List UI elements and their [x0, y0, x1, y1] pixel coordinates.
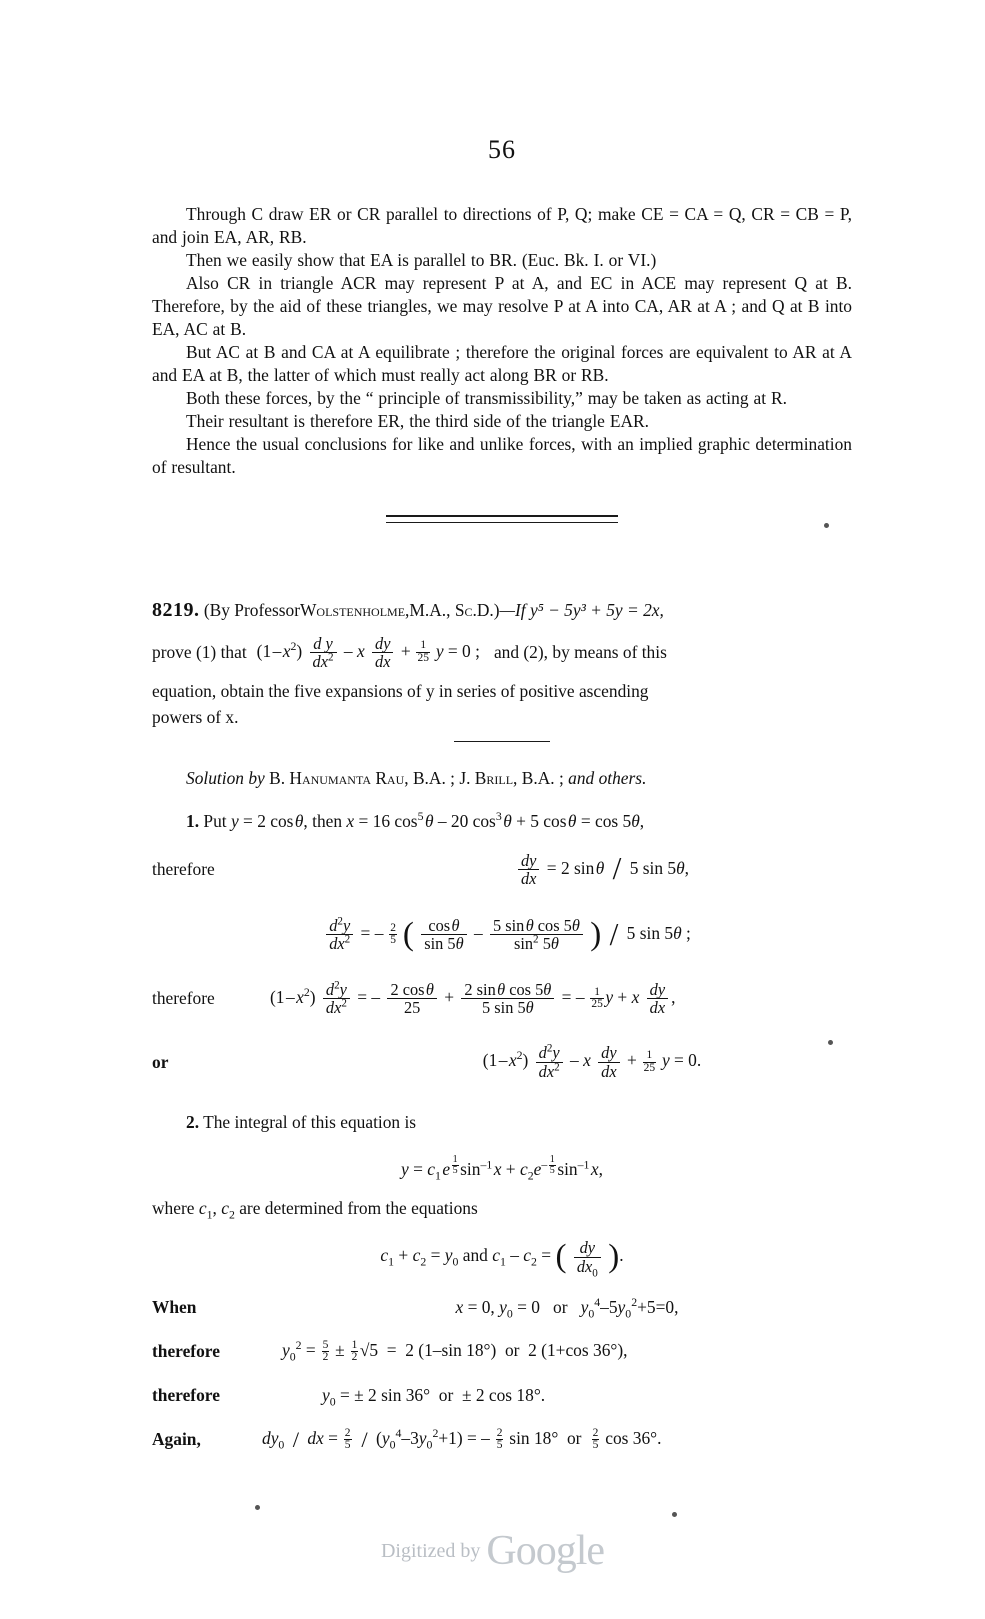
when-label: When	[152, 1297, 197, 1318]
solution-by-label: Solution by	[186, 767, 265, 788]
solution-step-2	[152, 1112, 852, 1133]
problem-statement-line-4: powers of x.	[152, 707, 239, 728]
problem-number: 8219.	[152, 598, 200, 621]
paragraph: Also CR in triangle ACR may represent P at A, and EC in ACE may represent Q at B. Therefore, by the aid of these triangles, we may resolve P at A into CA, AR at A ; and Q at B into EA, AC at B.	[152, 272, 852, 339]
problem-statement-line-3: equation, obtain the five expansions of y in series of positive ascending	[152, 681, 649, 702]
equation-again: $dy_0$ / dx = $\frac{2}{5}$ / $(y_0^4-3y_0^2+1)$ = – $\frac{2}{5}$ sin 18° or $\frac{2}{5}$ cos 36°.	[262, 1426, 662, 1453]
problem-degrees: M.A., Sc.D.)	[409, 599, 500, 620]
problem-equation-intro: —If y⁵ − 5y³ + 5y = 2x,	[499, 599, 664, 620]
solution-attribution	[152, 768, 852, 789]
page-number: 56	[488, 135, 516, 164]
equation-therefore-2: (1 – $x^2$) $\frac{d^2y}{dx^2}$ = – $\frac{\text{2 cos θ}}{25}$ + $\frac{\text{2 sin θ cos 5θ}}{5 \sin 5\theta}$ = – $\frac{1}{25}$ y + x $\frac{dy}{dx}$ ,	[270, 979, 676, 1018]
equation-row-therefore-2	[152, 981, 852, 1017]
equation-therefore-4: $y_0$ = ± 2 sin 36° or ± 2 cos 18°.	[322, 1385, 546, 1409]
digitized-by-label: Digitized by	[380, 1540, 481, 1562]
therefore-label-1: therefore	[152, 858, 215, 879]
page-content	[152, 0, 852, 1455]
equation-integral: $y = c_1$ e $^{\frac{1}{5}}$ $\sin^{-1}$ $x + c_2e^{- \frac{1}{5}}$ $\sin^{-1}$ x,	[401, 1154, 603, 1183]
equation-when: x = 0, $y_0 = 0$ or $y_0^4-5y_0^2+5=0$,	[455, 1295, 679, 1321]
step-1-text: Put y = 2 cos θ, then x = 16 $\cos^5$ θ – 20 $\cos^3$ θ + 5 cos θ = cos 5θ,	[203, 808, 645, 831]
where-line: where $c_1$, $c_2$ are determined from the equations	[152, 1198, 478, 1222]
problem-statement-line-2	[152, 635, 852, 671]
step-1-label: 1.	[186, 810, 200, 831]
google-brand: Google	[486, 1528, 605, 1574]
equation-second-derivative: $\frac{d^2y}{dx^2}$ = – $\frac{2}{5}$ ( $\frac{\text{cos θ}}{\sin 5\theta}$ – $\frac{\text{5 sin θ cos 5θ}}{\sin^2 5\theta}$ ) / 5 sin 5θ ;	[152, 917, 852, 953]
body-text-block	[152, 203, 852, 479]
divider-rule-top	[386, 515, 618, 517]
therefore-label-2: therefore	[152, 988, 215, 1009]
step-2-label: 2.	[186, 1112, 200, 1133]
equation-therefore-3: $y_0^2$ = $\frac{5}{2}$ ± $\frac{1}{2}$ √5 = 2 (1–sin 18°) or 2 (1+cos 36°),	[282, 1338, 628, 1364]
equation-dydx: $\frac{dy}{dx}$ = 2 sin θ / 5 sin 5θ,	[262, 852, 852, 888]
footer-watermark	[0, 1527, 985, 1575]
solution-authors: B. Hanumanta Rau, B.A. ; J. Brill, B.A. ;	[269, 767, 564, 788]
equation-row-or	[152, 1044, 852, 1080]
equation-row-again	[152, 1425, 852, 1455]
section-divider	[386, 515, 618, 523]
equation-constants: $c_1 + c_2 = y_0$ and $c_1 - c_2$ = ( $\frac{dy}{dx_0}$ ).	[380, 1238, 624, 1279]
prove-prefix: prove (1) that	[152, 642, 247, 663]
or-label: or	[152, 1051, 169, 1072]
again-label: Again,	[152, 1429, 201, 1450]
paragraph: But AC at B and CA at A equilibrate ; therefore the original forces are equivalent to AR at A and EA at B, the latter of which must really act along BR or RB.	[152, 341, 852, 385]
attribution-prefix: (By Professor	[203, 599, 300, 620]
solution-step-1	[152, 808, 852, 832]
problem-author: Wolstenholme,	[299, 599, 410, 620]
equation-row-when	[152, 1293, 852, 1323]
scan-artifact-dot	[672, 1512, 677, 1517]
equation-row-dydx	[152, 852, 852, 888]
scan-artifact-dot	[255, 1505, 260, 1510]
problem-block	[152, 595, 852, 742]
solution-authors-tail: and others.	[568, 767, 647, 788]
problem-statement-tail: and (2), by means of this	[493, 642, 667, 663]
step-2-text: The integral of this equation is	[203, 1112, 417, 1133]
therefore-label-3: therefore	[152, 1341, 220, 1362]
scan-artifact-dot	[824, 523, 829, 528]
paragraph: Then we easily show that EA is parallel to BR. (Euc. Bk. I. or VI.)	[186, 249, 657, 270]
problem-divider	[454, 741, 550, 742]
divider-rule-bottom	[386, 522, 618, 523]
equation-row-therefore-3	[152, 1337, 852, 1367]
equation-row-therefore-4	[152, 1381, 852, 1411]
scan-artifact-dot	[828, 1040, 833, 1045]
paragraph: Hence the usual conclusions for like and unlike forces, with an implied graphic determination of resultant.	[152, 433, 852, 477]
paragraph: Their resultant is therefore ER, the third side of the triangle EAR.	[186, 410, 649, 431]
equation-or: (1 – $x^2$) $\frac{d^2y}{dx^2}$ – x $\frac{dy}{dx}$ + $\frac{1}{25}$ y = 0.	[482, 1043, 702, 1081]
problem-statement-line-1	[152, 595, 852, 625]
therefore-label-4: therefore	[152, 1385, 220, 1406]
paragraph: Through C draw ER or CR parallel to directions of P, Q; make CE = CA = Q, CR = CB = P, and join EA, AR, RB.	[152, 204, 852, 247]
problem-ode: (1 – $x^2$) $\frac{\text{d y}}{dx^2}$ – x $\frac{dy}{dx}$ + $\frac{1}{25}$ y = 0 ;	[256, 633, 480, 671]
paragraph: Both these forces, by the “ principle of transmissibility,” may be taken as acting at R.	[186, 387, 787, 408]
